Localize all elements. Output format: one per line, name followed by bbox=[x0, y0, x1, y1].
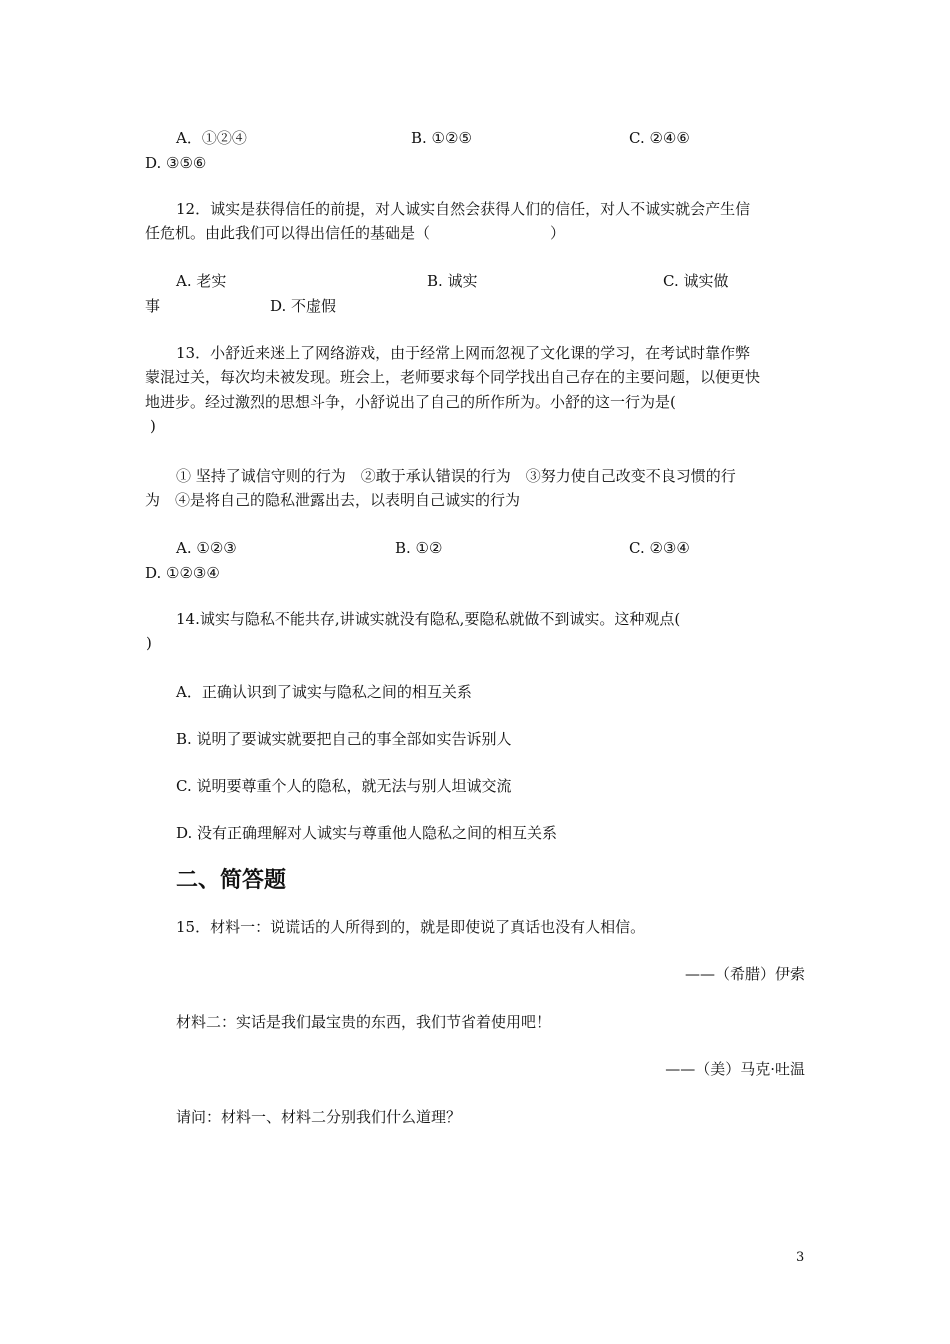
q14-option-c: C. 说明要尊重个人的隐私，就无法与别人坦诚交流 bbox=[176, 777, 512, 795]
q14-option-b: B. 说明了要诚实就要把自己的事全部如实告诉别人 bbox=[176, 730, 512, 748]
q12-option-c-wrap: 事 bbox=[145, 297, 161, 315]
q12-option-d: D. 不虚假 bbox=[270, 297, 337, 315]
q11-option-d: D. ③⑤⑥ bbox=[145, 154, 207, 172]
q11-option-a: A．①②④ bbox=[176, 129, 247, 147]
q13-stem-line1: 13．小舒近来迷上了网络游戏，由于经常上网而忽视了文化课的学习，在考试时靠作弊 bbox=[176, 344, 751, 362]
q12-option-b: B. 诚实 bbox=[427, 272, 478, 290]
q13-option-b: B. ①② bbox=[395, 539, 443, 557]
q15-material-two-source: ——（美）马克·吐温 bbox=[665, 1060, 805, 1078]
q13-option-a: A. ①②③ bbox=[176, 539, 237, 557]
q11-option-c: C. ②④⑥ bbox=[629, 129, 690, 147]
section-heading: 二、简答题 bbox=[176, 868, 287, 893]
q14-stem-line2: ) bbox=[146, 634, 152, 652]
q14-stem-line1: 14.诚实与隐私不能共存,讲诚实就没有隐私,要隐私就做不到诚实。这种观点( bbox=[176, 610, 681, 628]
q12-option-c: C. 诚实做 bbox=[663, 272, 729, 290]
page-number: 3 bbox=[796, 1250, 805, 1265]
q15-material-one-source: ——（希腊）伊索 bbox=[684, 965, 805, 983]
q13-option-d: D. ①②③④ bbox=[145, 564, 220, 582]
q13-stem-line4: ) bbox=[150, 417, 156, 435]
q15-material-two: 材料二：实话是我们最宝贵的东西，我们节省着使用吧！ bbox=[176, 1013, 552, 1031]
q15-material-one: 15．材料一：说谎话的人所得到的，就是即使说了真话也没有人相信。 bbox=[176, 918, 646, 936]
q14-option-d: D. 没有正确理解对人诚实与尊重他人隐私之间的相互关系 bbox=[176, 824, 558, 842]
q12-stem-line2: 任危机。由此我们可以得出信任的基础是（ ） bbox=[145, 224, 566, 242]
q14-option-a: A．正确认识到了诚实与隐私之间的相互关系 bbox=[176, 683, 472, 701]
q15-question: 请问：材料一、材料二分别我们什么道理？ bbox=[176, 1108, 462, 1126]
q13-stem-line3: 地进步。经过激烈的思想斗争，小舒说出了自己的所作所为。小舒的这一行为是( bbox=[145, 393, 676, 411]
q13-statement-line2: 为 ④是将自己的隐私泄露出去，以表明自己诚实的行为 bbox=[145, 491, 521, 509]
q13-option-c: C. ②③④ bbox=[629, 539, 690, 557]
q11-option-b: B. ①②⑤ bbox=[411, 129, 472, 147]
q12-stem-line1: 12．诚实是获得信任的前提，对人诚实自然会获得人们的信任，对人不诚实就会产生信 bbox=[176, 200, 751, 218]
q13-statement-line1: ① 坚持了诚信守则的行为 ②敢于承认错误的行为 ③努力使自己改变不良习惯的行 bbox=[176, 467, 736, 485]
q13-stem-line2: 蒙混过关，每次均未被发现。班会上，老师要求每个同学找出自己存在的主要问题，以便更快 bbox=[145, 368, 761, 386]
q12-option-a: A. 老实 bbox=[176, 272, 227, 290]
